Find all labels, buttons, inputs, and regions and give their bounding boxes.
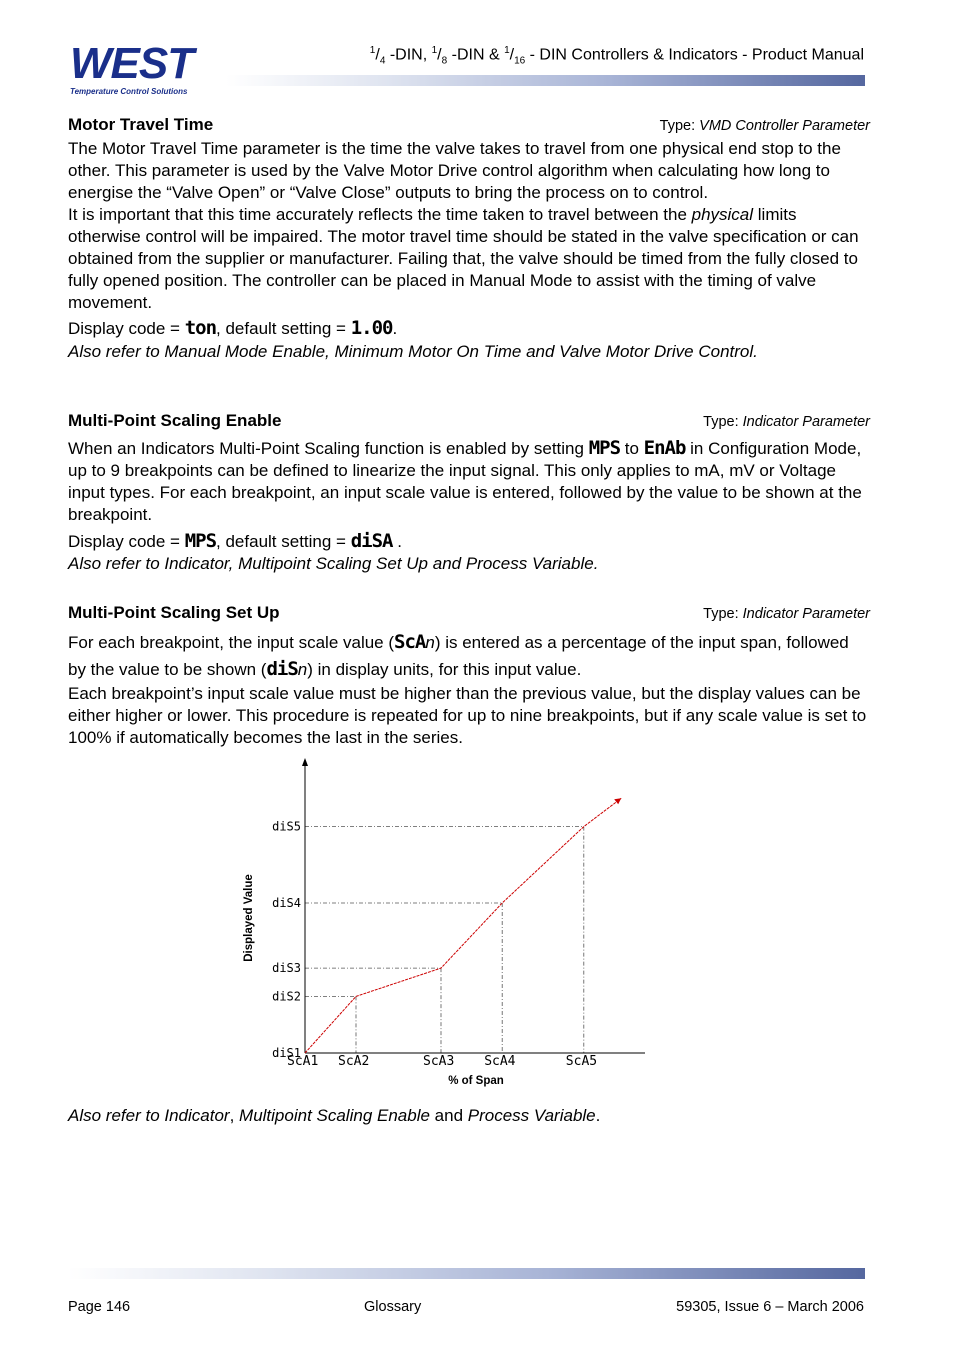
section-type-mps-enable: Type: Indicator Parameter: [703, 414, 870, 430]
x-axis-label: % of Span: [448, 1075, 504, 1087]
x-tick-label: ScA2: [338, 1054, 370, 1069]
section-body-motor-travel-time: [68, 138, 868, 363]
section-title-mps-setup: Multi-Point Scaling Set Up: [68, 603, 280, 622]
y-tick-label: diS5: [272, 819, 301, 834]
section-body-mps-enable: [68, 437, 868, 575]
y-tick-label: diS3: [272, 961, 301, 976]
doc-reference: 59305, Issue 6 – March 2006: [676, 1299, 864, 1315]
logo-text: WEST: [70, 39, 194, 88]
section-body-mps-setup: [68, 629, 868, 749]
also-refer: Also refer to Indicator, Multipoint Scaling Set Up and Process Variable.: [68, 554, 599, 573]
mps-chart: [230, 755, 670, 1095]
header-bar: [226, 75, 865, 86]
x-tick-label: ScA3: [423, 1054, 455, 1069]
section-type-mps-setup: Type: Indicator Parameter: [703, 606, 870, 622]
y-tick-label: diS2: [272, 989, 301, 1004]
west-logo: [70, 39, 226, 96]
y-axis-arrow: [302, 758, 308, 766]
display-code-line: Display code = ton, default setting = 1.00.: [68, 317, 398, 339]
manual-title: $^1/_4$ -DIN, $^1/_8$ -DIN & $^1/_{16}$ - DIN Controllers & Indicators - Product Manual: [369, 45, 864, 67]
y-tick-label: diS1: [272, 1046, 301, 1060]
logo-subtitle: Temperature Control Solutions: [70, 87, 188, 96]
paragraph: It is important that this time accurately reflects the time taken to travel between the physical limits otherwise control will be impaired. The motor travel time should be stated in the valve specification or can obtained from the supplier or manufacturer. Failing that, the valve should be timed from the fully closed to fully opened position. The controller can be placed in Manual Mode to assist with the timing of valve movement.: [68, 205, 859, 312]
series-line: [305, 798, 621, 1053]
display-code: diS: [266, 658, 298, 680]
footer-bar: [68, 1268, 865, 1279]
x-tick-label: ScA4: [484, 1054, 516, 1069]
display-code: MPS: [588, 437, 621, 459]
x-tick-label: ScA1: [287, 1054, 319, 1069]
also-refer: Also refer to Manual Mode Enable, Minimum Motor On Time and Valve Motor Drive Control.: [68, 342, 758, 361]
display-code: ton: [184, 317, 217, 339]
footer-section: Glossary: [364, 1299, 422, 1315]
display-code-line: Display code = MPS, default setting = diSA .: [68, 530, 402, 552]
paragraph: Each breakpoint’s input scale value must be higher than the previous value, but the display values can be either higher or lower. This procedure is repeated for up to nine breakpoints, but if any scale value is set to 100% if automatically becomes the last in the series.: [68, 684, 867, 747]
paragraph: When an Indicators Multi-Point Scaling function is enabled by setting MPS to EnAb in Configuration Mode, up to 9 breakpoints can be defined to linearize the input signal. This only applies to mA, mV or Voltage input types. For each breakpoint, an input scale value is entered, followed by the value to be shown at the breakpoint.: [68, 437, 862, 524]
x-tick-label: ScA5: [565, 1054, 598, 1069]
default-value: 1.00: [350, 317, 393, 339]
y-axis-label: Displayed Value: [243, 874, 255, 962]
section-title-motor-travel-time: Motor Travel Time: [68, 115, 214, 134]
display-code: EnAb: [643, 437, 686, 459]
y-tick-label: diS4: [272, 896, 301, 911]
section-type-motor-travel-time: Type: VMD Controller Parameter: [659, 118, 870, 134]
chart-also-refer: Also refer to Indicator, Multipoint Scaling Enable and Process Variable.: [68, 1106, 601, 1125]
page-number: Page 146: [68, 1299, 131, 1315]
paragraph: For each breakpoint, the input scale value (ScAn) is entered as a percentage of the input span, followed by the value to be shown (diSn) in display units, for this input value.: [68, 631, 849, 680]
paragraph: The Motor Travel Time parameter is the time the valve takes to travel from one physical end stop to the other. This parameter is used by the Valve Motor Drive control algorithm when calculating how long to energise the “Valve Open” or “Valve Close” outputs to bring the process on to control.: [68, 139, 841, 202]
display-code: ScA: [394, 631, 426, 653]
default-value: diSA: [350, 530, 393, 552]
section-title-mps-enable: Multi-Point Scaling Enable: [68, 411, 282, 430]
display-code: MPS: [184, 530, 217, 552]
